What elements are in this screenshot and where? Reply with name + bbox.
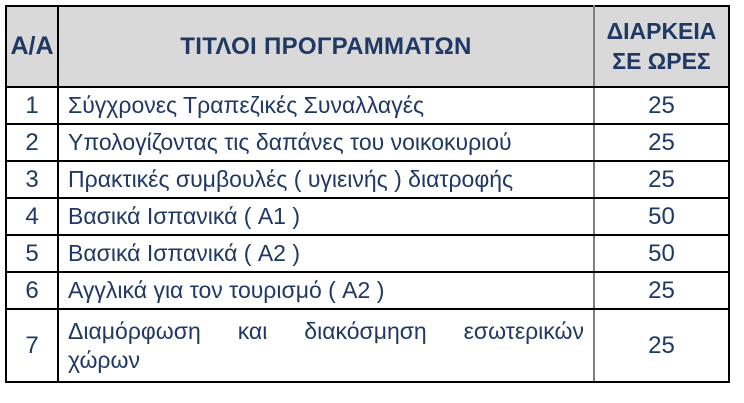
program-title-cell [58,235,594,272]
program-title-line: Υπολογίζοντας τις δαπάνες του νοικοκυριού [68,129,512,156]
table-row [6,272,729,309]
program-title-line: Πρακτικές συμβουλές ( υγιεινής ) διατροφής [68,166,514,193]
table-row [6,198,729,235]
title-word: διακόσμηση [304,318,427,345]
row-number-cell: 3 [6,161,58,198]
duration-cell: 25 [594,161,729,198]
table-row [6,124,729,161]
row-number-cell: 4 [6,198,58,235]
duration-cell: 25 [594,124,729,161]
program-title-line: Βασικά Ισπανικά ( A1 ) [68,203,301,230]
header-cell-index: Α/Α [6,6,58,87]
title-word: Διαμόρφωση [68,318,201,345]
programs-table [5,5,730,383]
duration-cell: 50 [594,198,729,235]
table-row [6,235,729,272]
duration-cell: 25 [594,272,729,309]
row-number-cell: 2 [6,124,58,161]
table-row [6,161,729,198]
program-title-line: Αγγλικά για τον τουρισμό ( A2 ) [68,277,385,304]
title-word: και [237,318,268,345]
header-cell-duration: ΔΙΑΡΚΕΙΑ ΣΕ ΩΡΕΣ [594,6,729,87]
header-cell-title: ΤΙΤΛΟΙ ΠΡΟΓΡΑΜΜΑΤΩΝ [58,6,594,87]
program-title-line: χώρων [68,346,140,373]
table-body [6,87,729,382]
program-title-line [68,317,584,345]
row-number-cell: 1 [6,87,58,124]
program-title-cell [58,309,594,382]
row-number-cell: 7 [6,309,58,382]
table-row [6,87,729,124]
row-number-cell: 5 [6,235,58,272]
duration-cell: 25 [594,87,729,124]
header-row [6,6,729,87]
duration-cell: 25 [594,309,729,382]
program-title-cell [58,87,594,124]
title-word: εσωτερικών [463,318,584,345]
programs-table-container [5,5,730,383]
program-title-cell [58,161,594,198]
row-number-cell: 6 [6,272,58,309]
duration-cell: 50 [594,235,729,272]
program-title-line: Σύγχρονες Τραπεζικές Συναλλαγές [68,92,425,119]
table-row [6,309,729,382]
program-title-cell [58,272,594,309]
program-title-line: Βασικά Ισπανικά ( A2 ) [68,240,301,267]
program-title-cell [58,124,594,161]
program-title-cell [58,198,594,235]
